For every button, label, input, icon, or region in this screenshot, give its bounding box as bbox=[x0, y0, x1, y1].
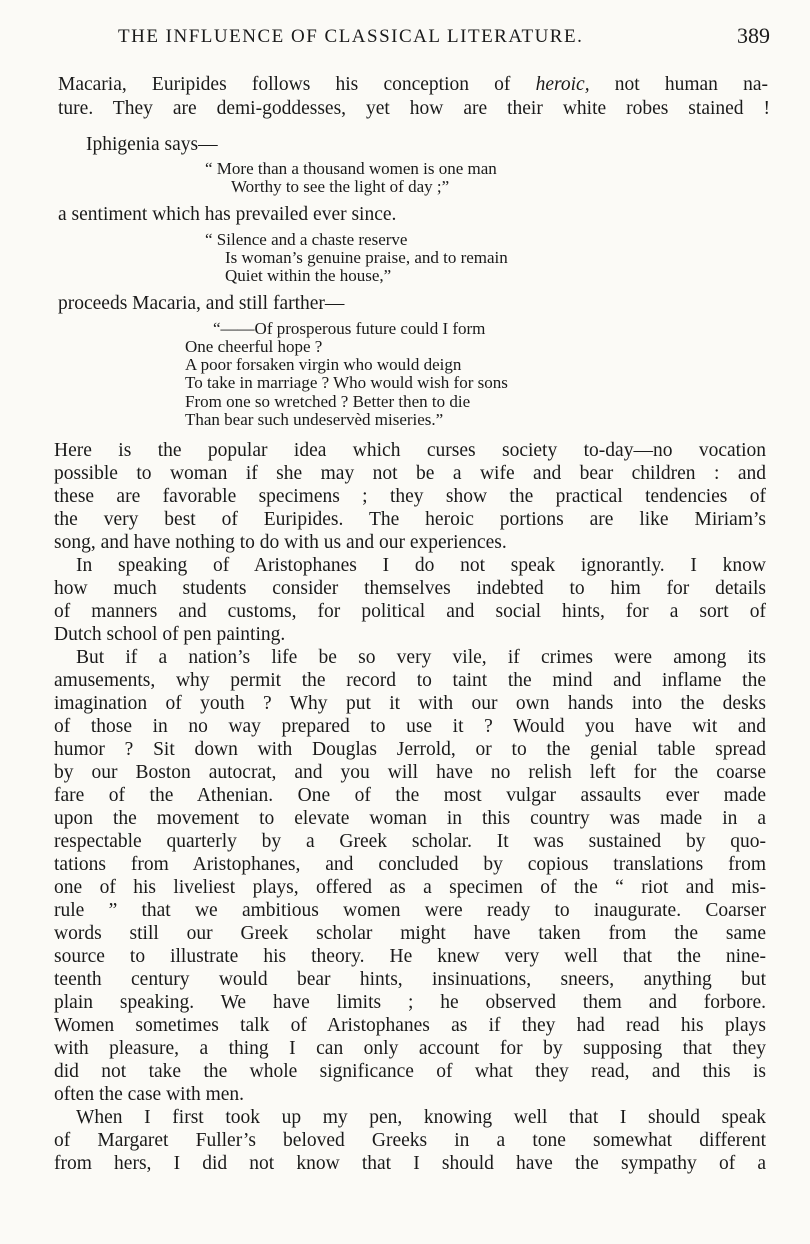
text-line: did not take the whole significance of what they read, and this is bbox=[54, 1061, 766, 1082]
verse-line: Worthy to see the light of day ;” bbox=[231, 177, 450, 196]
text-line: the very best of Euripides. The heroic portions are like Miriam’s bbox=[54, 509, 766, 530]
verse-line: “ More than a thousand women is one man bbox=[205, 159, 497, 178]
text-line: ture. They are demi-goddesses, yet how are their white robes stained ! bbox=[58, 98, 770, 119]
text-line: amusements, why permit the record to taint the mind and inflame the bbox=[54, 670, 766, 691]
text-line: Women sometimes talk of Aristophanes as if they had read his plays bbox=[54, 1015, 766, 1036]
verse-line: From one so wretched ? Better then to die bbox=[185, 392, 471, 411]
text-line: teenth century would bear hints, insinuations, sneers, anything but bbox=[54, 969, 766, 990]
text-line: from hers, I did not know that I should have the sympathy of a bbox=[54, 1153, 766, 1174]
text-line: of manners and customs, for political and social hints, for a sort of bbox=[54, 601, 766, 622]
text-line: a sentiment which has prevailed ever since. bbox=[58, 204, 397, 225]
text-line: proceeds Macaria, and still farther— bbox=[58, 293, 345, 314]
verse-line: “ Silence and a chaste reserve bbox=[205, 230, 408, 249]
text-line: how much students consider themselves indebted to him for details bbox=[54, 578, 766, 599]
text-line: one of his liveliest plays, offered as a specimen of the “ riot and mis- bbox=[54, 877, 766, 898]
text-line: plain speaking. We have limits ; he observed them and forbore. bbox=[54, 992, 766, 1013]
text-line: Dutch school of pen painting. bbox=[54, 624, 286, 645]
text-line: fare of the Athenian. One of the most vulgar assaults ever made bbox=[54, 785, 766, 806]
page-number: 389 bbox=[737, 23, 770, 48]
text-line: words still our Greek scholar might have taken from the same bbox=[54, 923, 766, 944]
text-line: tations from Aristophanes, and concluded by copious translations from bbox=[54, 854, 766, 875]
text-line: Iphigenia says— bbox=[86, 134, 218, 155]
text-line: But if a nation’s life be so very vile, if crimes were among its bbox=[76, 647, 766, 668]
text-line: humor ? Sit down with Douglas Jerrold, or to the genial table spread bbox=[54, 739, 766, 760]
verse-line: One cheerful hope ? bbox=[185, 337, 323, 356]
text-line: Macaria, Euripides follows his conception of heroic, not human na- bbox=[58, 74, 769, 95]
text-line: song, and have nothing to do with us and our experiences. bbox=[54, 532, 507, 553]
text-line: of those in no way prepared to use it ? Would you have wit and bbox=[54, 716, 766, 737]
text-line: upon the movement to elevate woman in this country was made in a bbox=[54, 808, 766, 829]
text-line: respectable quarterly by a Greek scholar. It was sustained by quo- bbox=[54, 831, 766, 852]
text-line: often the case with men. bbox=[54, 1084, 245, 1105]
verse-line: Quiet within the house,” bbox=[225, 266, 392, 285]
text-line: imagination of youth ? Why put it with our own hands into the desks bbox=[54, 693, 766, 714]
text-line: with pleasure, a thing I can only account for by supposing that they bbox=[54, 1038, 766, 1059]
text-line: possible to woman if she may not be a wife and bear children : and bbox=[54, 463, 766, 484]
verse-line: Is woman’s genuine praise, and to remain bbox=[225, 248, 508, 267]
verse-line: Than bear such undeservèd miseries.” bbox=[185, 410, 444, 429]
text-line: these are favorable specimens ; they show the practical tendencies of bbox=[54, 486, 766, 507]
verse-line: “——Of prosperous future could I form bbox=[213, 319, 486, 338]
running-title: THE INFLUENCE OF CLASSICAL LITERATURE. bbox=[118, 26, 584, 47]
text-line: rule ” that we ambitious women were ready to inaugurate. Coarser bbox=[54, 900, 766, 921]
text-line: by our Boston autocrat, and you will have no relish left for the coarse bbox=[54, 762, 766, 783]
text-line: When I first took up my pen, knowing well that I should speak bbox=[76, 1107, 766, 1128]
text-line: source to illustrate his theory. He knew very well that the nine- bbox=[54, 946, 766, 967]
verse-line: To take in marriage ? Who would wish for sons bbox=[185, 373, 508, 392]
text-line: of Margaret Fuller’s beloved Greeks in a tone somewhat different bbox=[54, 1130, 766, 1151]
running-header bbox=[118, 23, 770, 49]
verse-line: A poor forsaken virgin who would deign bbox=[185, 355, 462, 374]
text-line: Here is the popular idea which curses society to-day—no vocation bbox=[54, 440, 766, 461]
text-line: In speaking of Aristophanes I do not speak ignorantly. I know bbox=[76, 555, 766, 576]
